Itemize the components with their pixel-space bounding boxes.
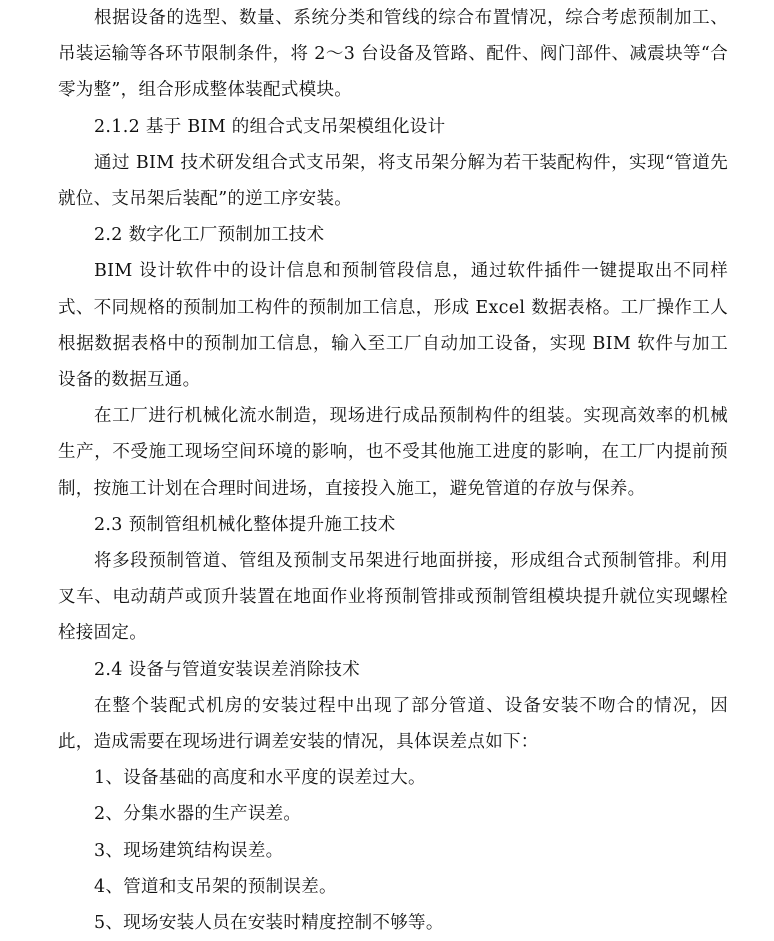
paragraph-pipe-lifting: 将多段预制管道、管组及预制支吊架进行地面拼接，形成组合式预制管排。利用叉车、电动葫芦或顶升装置在地面作业将预制管排或预制管组模块提升就位实现螺栓栓接固定。 xyxy=(58,551,728,644)
paragraph-module-assembly: 根据设备的选型、数量、系统分类和管线的综合布置情况，综合考虑预制加工、吊装运输等各环节限制条件，将 2～3 台设备及管路、配件、阀门部件、减震块等“合零为整”，组合形成整体装配式模块。 xyxy=(58,8,728,101)
paragraph-bim-data: BIM 设计软件中的设计信息和预制管段信息，通过软件插件一键提取出不同样式、不同规格的预制加工构件的预制加工信息，形成 Excel 数据表格。工厂操作工人根据数据表格中的预制加工信息，输入至工厂自动加工设备，实现 BIM 软件与加工设备的数据互通。 xyxy=(58,261,728,391)
heading-2-2: 2.2 数字化工厂预制加工技术 xyxy=(94,225,325,246)
heading-2-4: 2.4 设备与管道安装误差消除技术 xyxy=(94,659,360,680)
document-page xyxy=(58,0,728,941)
list-item-3: 3、现场建筑结构误差。 xyxy=(94,840,284,861)
list-item-1: 1、设备基础的高度和水平度的误差过大。 xyxy=(94,768,426,789)
paragraph-support-hanger: 通过 BIM 技术研发组合式支吊架，将支吊架分解为若干装配构件，实现“管道先就位、支吊架后装配”的逆工序安装。 xyxy=(58,152,728,210)
heading-2-1-2: 2.1.2 基于 BIM 的组合式支吊架模组化设计 xyxy=(94,116,446,137)
list-item-2: 2、分集水器的生产误差。 xyxy=(94,804,302,825)
paragraph-installation-error: 在整个装配式机房的安装过程中出现了部分管道、设备安装不吻合的情况，因此，造成需要在现场进行调差安装的情况，具体误差点如下： xyxy=(58,695,728,753)
list-item-5: 5、现场安装人员在安装时精度控制不够等。 xyxy=(94,913,444,934)
list-item-4: 4、管道和支吊架的预制误差。 xyxy=(94,876,337,897)
paragraph-factory-production: 在工厂进行机械化流水制造，现场进行成品预制构件的组装。实现高效率的机械生产，不受施工现场空间环境的影响，也不受其他施工进度的影响，在工厂内提前预制，按施工计划在合理时间进场，直接投入施工，避免管道的存放与保养。 xyxy=(58,406,728,499)
heading-2-3: 2.3 预制管组机械化整体提升施工技术 xyxy=(94,514,396,535)
